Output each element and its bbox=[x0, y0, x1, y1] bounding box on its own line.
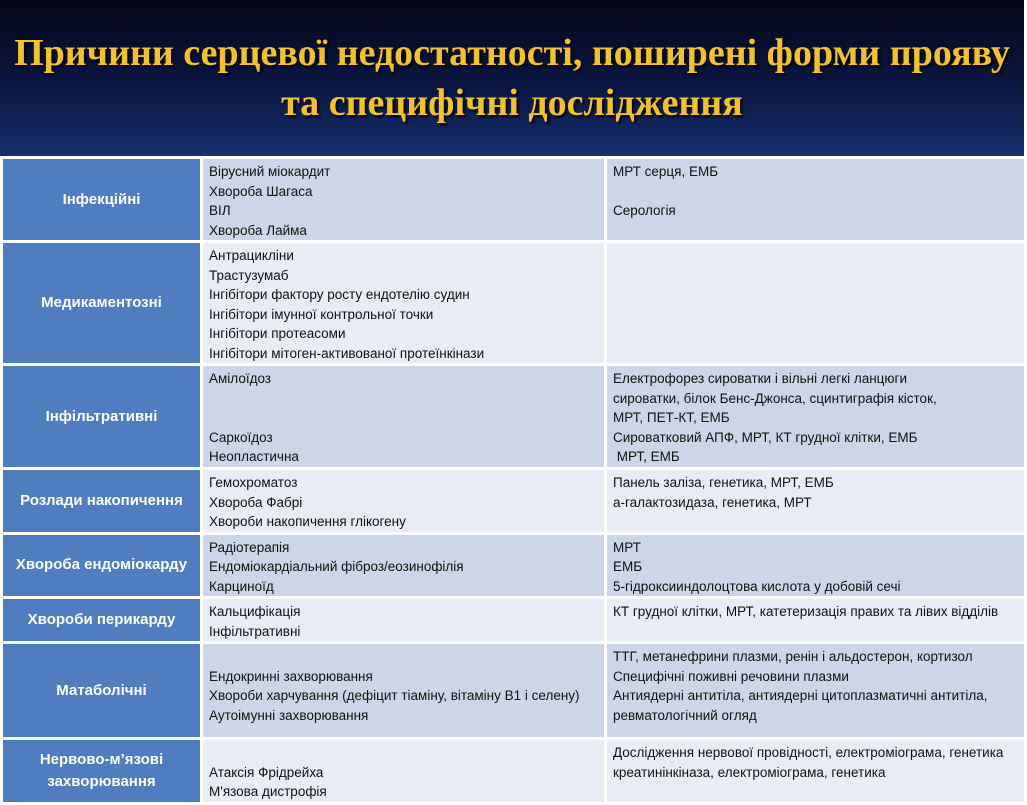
test-line: креатинінкіназа, електроміограма, генетика bbox=[613, 764, 886, 780]
tests-cell bbox=[606, 158, 1026, 242]
test-line: сироватки, білок Бенс-Джонса, сцинтиграфія кісток, bbox=[613, 390, 937, 406]
title-bar bbox=[0, 0, 1024, 156]
category-cell: Медикаментозні bbox=[2, 242, 202, 365]
causes-cell bbox=[202, 469, 606, 534]
tests-cell bbox=[606, 469, 1026, 534]
table-row bbox=[2, 598, 1026, 643]
cause-line: Ендокринні захворювання bbox=[209, 668, 373, 684]
causes-cell bbox=[202, 533, 606, 598]
page-title: Причини серцевої недостатності, поширені форми прояву та специфічні дослідження bbox=[14, 32, 1010, 124]
test-line: ТТГ, метанефрини плазми, ренін і альдостерон, кортизол bbox=[613, 649, 973, 664]
cause-line: Антрацикліни bbox=[209, 248, 294, 263]
causes-cell bbox=[202, 739, 606, 804]
table-row bbox=[2, 365, 1026, 469]
test-line: МРТ, ЕМБ bbox=[613, 449, 680, 464]
causes-cell bbox=[202, 158, 606, 242]
table-row bbox=[2, 643, 1026, 739]
cause-line: Радіотерапія bbox=[209, 539, 290, 555]
test-line: Специфічні поживні речовини плазми bbox=[613, 668, 849, 684]
test-line: КТ грудної клітки, МРТ, катетеризація правих та лівих відділів bbox=[613, 604, 999, 619]
cause-line: Амілоїдоз bbox=[209, 371, 271, 386]
table-body bbox=[2, 158, 1026, 804]
cause-line: Атаксія Фрідрейха bbox=[209, 764, 324, 780]
cause-line: М'язова дистрофія bbox=[209, 784, 327, 799]
cause-line: Гемохроматоз bbox=[209, 475, 298, 490]
cause-line: Інгібітори фактору росту ендотелію судин bbox=[209, 287, 470, 302]
tests-cell bbox=[606, 533, 1026, 598]
test-line: Панель заліза, генетика, МРТ, ЕМБ bbox=[613, 475, 834, 490]
test-line: ЕМБ bbox=[613, 559, 643, 574]
cause-line: Ендоміокардіальний фіброз/еозинофілія bbox=[209, 559, 464, 574]
cause-line: Інгібітори протеасоми bbox=[209, 326, 346, 341]
causes-cell bbox=[202, 242, 606, 365]
cause-line: Інгібітори імунної контрольної точки bbox=[209, 306, 434, 322]
table-container bbox=[0, 156, 1024, 799]
test-line: Електрофорез сироватки і вільні легкі ланцюги bbox=[613, 371, 908, 386]
test-line: 5-гідроксииндолоцтова кислота у добовій сечі bbox=[613, 578, 901, 594]
cause-line: Неопластична bbox=[209, 449, 299, 464]
cause-line bbox=[209, 647, 598, 667]
category-cell: Розлади накопичення bbox=[2, 469, 202, 534]
category-cell: Інфільтративні bbox=[2, 365, 202, 469]
cause-line: Трастузумаб bbox=[209, 267, 289, 283]
test-line: МРТ серця, ЕМБ bbox=[613, 164, 719, 179]
cause-line: Хвороба Фабрі bbox=[209, 494, 303, 510]
table-row bbox=[2, 533, 1026, 598]
cause-line: Саркоїдоз bbox=[209, 429, 273, 445]
cause-line: ВІЛ bbox=[209, 203, 231, 218]
test-line: Дослідження нервової провідності, електроміограма, генетика bbox=[613, 745, 1004, 760]
tests-cell bbox=[606, 365, 1026, 469]
table-row bbox=[2, 739, 1026, 804]
test-line: Антиядерні антитіла, антиядерні цитоплазматичні антитіла, ревматологічний огляд bbox=[613, 688, 992, 723]
tests-cell bbox=[606, 643, 1026, 739]
causes-cell bbox=[202, 365, 606, 469]
test-line bbox=[613, 182, 1018, 202]
test-line: МРТ bbox=[613, 539, 641, 555]
cause-line bbox=[209, 408, 598, 428]
category-cell: Нервово-м’язові захворювання bbox=[2, 739, 202, 804]
table-row bbox=[2, 158, 1026, 242]
causes-cell bbox=[202, 598, 606, 643]
category-cell: Хвороба ендоміокарду bbox=[2, 533, 202, 598]
test-line: Сироватковий АПФ, МРТ, КТ грудної клітки, ЕМБ bbox=[613, 429, 918, 445]
cause-line: Карциноїд bbox=[209, 578, 274, 594]
table-row bbox=[2, 469, 1026, 534]
tests-cell bbox=[606, 242, 1026, 365]
category-cell: Інфекційні bbox=[2, 158, 202, 242]
test-line: МРТ, ПЕТ-КТ, ЕМБ bbox=[613, 410, 730, 425]
cause-line: Кальцифікація bbox=[209, 604, 301, 619]
cause-line: Аутоімунні захворювання bbox=[209, 707, 369, 723]
cause-line: Хвороби накопичення глікогену bbox=[209, 514, 406, 529]
table-row bbox=[2, 242, 1026, 365]
causes-cell bbox=[202, 643, 606, 739]
cause-line: Хвороба Шагаса bbox=[209, 183, 313, 199]
test-line: Серологія bbox=[613, 203, 676, 218]
tests-cell bbox=[606, 598, 1026, 643]
causes-table bbox=[0, 156, 1027, 805]
cause-line bbox=[209, 389, 598, 409]
test-line: а-галактозидаза, генетика, МРТ bbox=[613, 494, 812, 510]
cause-line: Хвороба Лайма bbox=[209, 222, 307, 238]
category-cell: Хвороби перикарду bbox=[2, 598, 202, 643]
cause-line bbox=[209, 743, 598, 763]
tests-cell bbox=[606, 739, 1026, 804]
cause-line: Інгібітори мітоген-активованої протеїнкінази bbox=[209, 345, 485, 361]
category-cell: Матаболічні bbox=[2, 643, 202, 739]
cause-line: Хвороби харчування (дефіцит тіаміну, вітаміну В1 і селену) bbox=[209, 688, 580, 703]
cause-line: Вірусний міокардит bbox=[209, 164, 331, 179]
cause-line: Інфільтративні bbox=[209, 623, 301, 639]
